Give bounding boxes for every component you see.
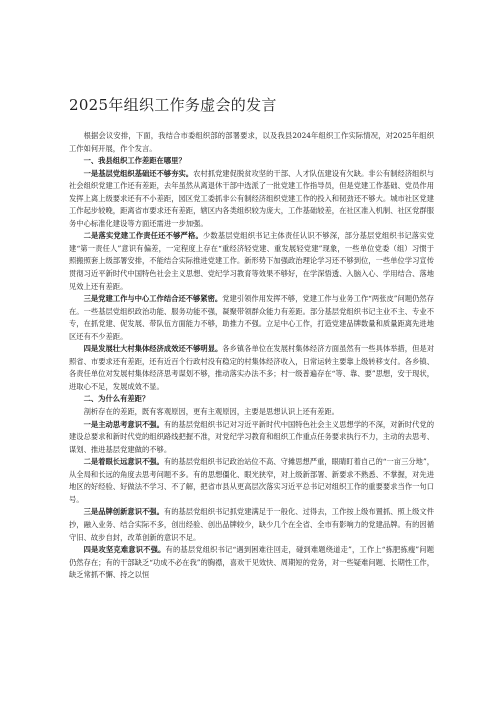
point-lead: 四是发展壮大村集体经济成效还不够明显。 (83, 344, 223, 354)
point-lead: 三是品牌创新意识不强。 (83, 507, 164, 517)
point-paragraph (69, 293, 434, 343)
point-lead: 二是着眼长远意识不强。 (83, 457, 164, 467)
point-text: 少数基层党组织书记主体责任认识不够深，部分基层党组织书记落实党建“第一责任人”意识有偏差，一定程度上存在“重经济轻党建、重发展轻党建”现象，一些单位党委（组）习惯于照搬照套上级部署安排，不能结合实际推进党建工作。新形势下加强政治理论学习还不够到位，一些单位学习宣传贯彻习近平新时代中国特色社会主义思想、党纪学习教育等效果不够好，在学深悟透、入脑入心、学用结合、落地见效上还有差距。 (69, 231, 434, 291)
point-paragraph (69, 506, 434, 544)
point-paragraph (69, 168, 434, 231)
point-paragraph (69, 456, 434, 506)
point-paragraph (69, 343, 434, 393)
point-lead: 一是基层党组织基础还不够夯实。 (83, 168, 194, 178)
point-lead: 二是落实党建工作责任还不够严格。 (83, 231, 203, 241)
point-paragraph (69, 544, 434, 582)
point-paragraph (69, 419, 434, 457)
page-title: 2025年组织工作务虚会的发言 (69, 96, 277, 114)
point-text: 党建引领作用发挥不够，党建工作与业务工作“两张皮”问题仍然存在。一些基层党组织政治功能、服务功能不强，凝聚带领群众能力有差距。部分基层党组织书记主业不主、专业不专，在抓党建、促发展、带队伍方面能力不够，助推力不强。立足中心工作，打造党建品牌数量和质量距离先进地区还有不少差距。 (69, 294, 435, 341)
point-text: 各乡镇各单位在发展村集体经济方面虽然有一些具体举措，但是对照省、市要求还有差距，还有近百个行政村没有稳定的村集体经济收入，日常运转主要靠上级转移支付。各乡镇、各责任单位对发展村集体经济思考谋划不够，推动落实办法不多；村一级普遍存在“等、靠、要”思想，安于现状，进取心不足，发展成效不显。 (69, 344, 435, 391)
point-lead: 三是党建工作与中心工作结合还不够紧密。 (83, 294, 223, 304)
point-lead: 一是主动思考意识不强。 (83, 419, 164, 429)
point-lead: 四是攻坚克难意识不强。 (83, 545, 166, 555)
document-body (69, 130, 434, 582)
point-text: 有的基层党组织书记抓党建满足于一般化、过得去，工作按上级布置抓、照上级文件抄，融入业务、结合实际不多，创出经验、创出品牌较少，缺少几个在全省、全市有影响力的党建品牌。有的因循守旧、故步自封，改革创新的意识不足。 (69, 507, 435, 542)
point-text: 有的基层党组织书记“遇到困难往回走，碰到难题绕道走”，工作上“拣肥拣瘦”问题仍然存在；有的干部缺乏“功成不必在我”的胸襟，喜欢干见效快、周期短的党务，对一些疑难问题、长期性工作，缺乏常抓不懈、持之以恒 (69, 545, 435, 580)
body-paragraph: 剖析存在的差距，既有客观原因，更有主观原因，主要是思想认识上还有差距。 (83, 407, 339, 417)
point-text: 有的基层党组织书记对习近平新时代中国特色社会主义思想学的不深，对新时代党的建设总要求和新时代党的组织路线把握不准，对党纪学习教育和组织工作重点任务要求执行不力，主动的去思考、谋划、推进基层党建做的不够。 (69, 419, 435, 454)
section-heading: 一、我县组织工作差距在哪里？ (83, 156, 186, 166)
point-text: 农村抓党建促脱贫攻坚的干部、人才队伍建设有欠缺。非公有制经济组织与社会组织党建工作还有差距，去年虽然从离退休干部中选派了一批党建工作指导员，但是党建工作基础、党员作用发挥上离上级要求还有不小差距，园区党工委抓非公有制经济组织党建工作的投入和韧劲还不够大。城市社区党建工作起步较晚，距离省市要求还有差距，辖区内各类组织较为庞大，工作基础较差，在社区准入机制、社区党群服务中心标准化建设等方面还需进一步加强。 (69, 168, 435, 228)
body-paragraph: 根据会议安排，下面，我结合市委组织部的部署要求，以及我县2024年组织工作实际情况，对2025年组织工作如何开展，作个发言。 (69, 131, 434, 153)
section-heading: 二、为什么有差距？ (83, 394, 150, 404)
point-paragraph (69, 230, 434, 293)
point-text: 有的基层党组织书记政治站位不高、守摊思想严重，眼睛盯着自己的“一亩三分地”，从全局和长远的角度去思考问题不多。有的思想僵化、眼光狭窄，对上级新部署、新要求不熟悉、不掌握，对先进地区的好经验、好做法不学习、不了解，把省市县从更高层次落实习近平总书记对组织工作的重要要求当作一句口号。 (69, 457, 435, 504)
